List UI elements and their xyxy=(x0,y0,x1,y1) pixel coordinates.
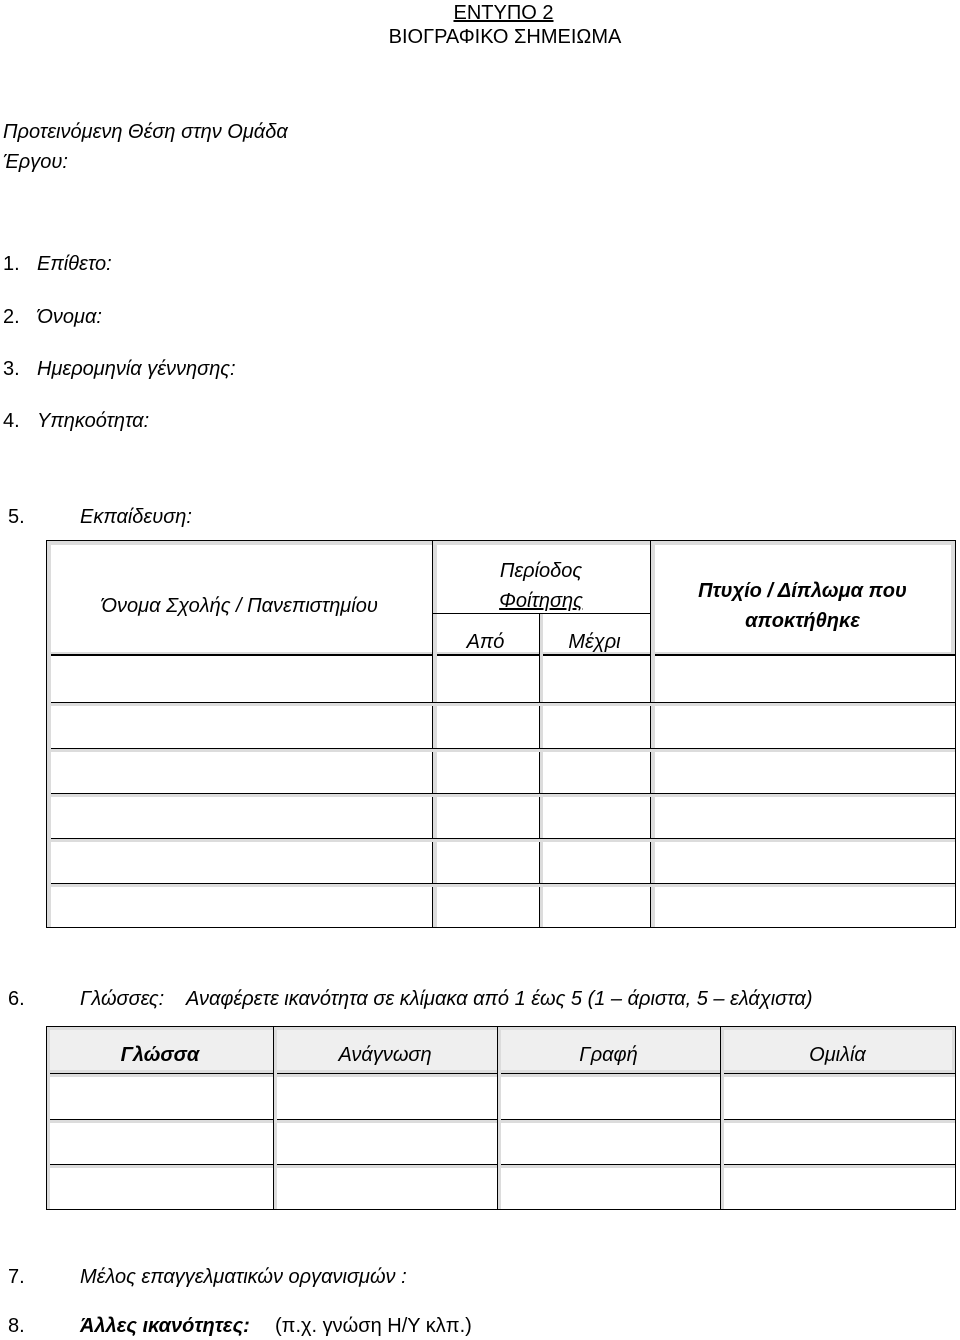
degree-column-header: Πτυχίο / Δίπλωμα που xyxy=(698,580,907,602)
languages-label: Γλώσσες: xyxy=(80,988,165,1010)
row-shade xyxy=(47,703,955,706)
row-shade xyxy=(47,1165,955,1168)
item-number: 3. xyxy=(3,358,20,380)
reading-column-header: Ανάγνωση xyxy=(338,1044,432,1066)
left-shade xyxy=(47,1073,50,1209)
item-number: 7. xyxy=(8,1266,25,1288)
languages-table xyxy=(46,1026,956,1210)
to-column-header: Μέχρι xyxy=(568,631,621,653)
row-shade xyxy=(47,1120,955,1123)
education-label: Εκπαίδευση: xyxy=(80,506,192,528)
row-shade xyxy=(47,794,955,797)
row-shade xyxy=(47,839,955,842)
from-column-header: Από xyxy=(466,631,505,653)
header-divider xyxy=(47,654,955,656)
period-column-header: Περίοδος xyxy=(499,560,583,582)
item-number: 1. xyxy=(3,253,20,275)
languages-description: Αναφέρετε ικανότητα σε κλίμακα από 1 έως 5 (1 – άριστα, 5 – ελάχιστα) xyxy=(186,988,813,1010)
first-name-label: Όνομα: xyxy=(37,306,102,328)
birth-date-label: Ημερομηνία γέννησης: xyxy=(37,358,236,380)
education-table xyxy=(46,540,956,928)
proposed-position-label: Προτεινόμενη Θέση στην Ομάδα xyxy=(3,121,288,143)
surname-label: Επίθετο: xyxy=(37,253,112,275)
row-shade xyxy=(47,749,955,752)
degree-column-header-cont: αποκτήθηκε xyxy=(745,610,860,632)
row-shade xyxy=(47,1074,955,1077)
other-skills-label: Άλλες ικανότητες: xyxy=(80,1315,250,1337)
item-number: 6. xyxy=(8,988,25,1010)
item-number: 5. xyxy=(8,506,25,528)
document-subtitle: ΒΙΟΓΡΑΦΙΚΟ ΣΗΜΕΙΩΜΑ xyxy=(388,26,622,48)
item-number: 4. xyxy=(3,410,20,432)
speaking-column-header: Ομιλία xyxy=(809,1044,866,1066)
left-shade xyxy=(47,654,51,927)
item-number: 2. xyxy=(3,306,20,328)
column-shade xyxy=(540,614,543,927)
period-subheader-divider xyxy=(432,613,650,614)
proposed-position-label-cont: Έργου: xyxy=(3,151,68,173)
membership-label: Μέλος επαγγελματικών οργανισμών : xyxy=(80,1266,407,1288)
item-number: 8. xyxy=(8,1315,25,1337)
school-column-header: Όνομα Σχολής / Πανεπιστημίου xyxy=(101,595,378,617)
other-skills-example: (π.χ. γνώση Η/Υ κλπ.) xyxy=(275,1315,472,1337)
period-column-header-cont: Φοίτησης xyxy=(499,590,583,612)
document-title: ΕΝΤΥΠΟ 2 xyxy=(453,2,554,24)
row-shade xyxy=(47,884,955,887)
nationality-label: Υπηκοότητα: xyxy=(37,410,150,432)
writing-column-header: Γραφή xyxy=(579,1044,638,1066)
language-column-header: Γλώσσα xyxy=(120,1044,200,1066)
